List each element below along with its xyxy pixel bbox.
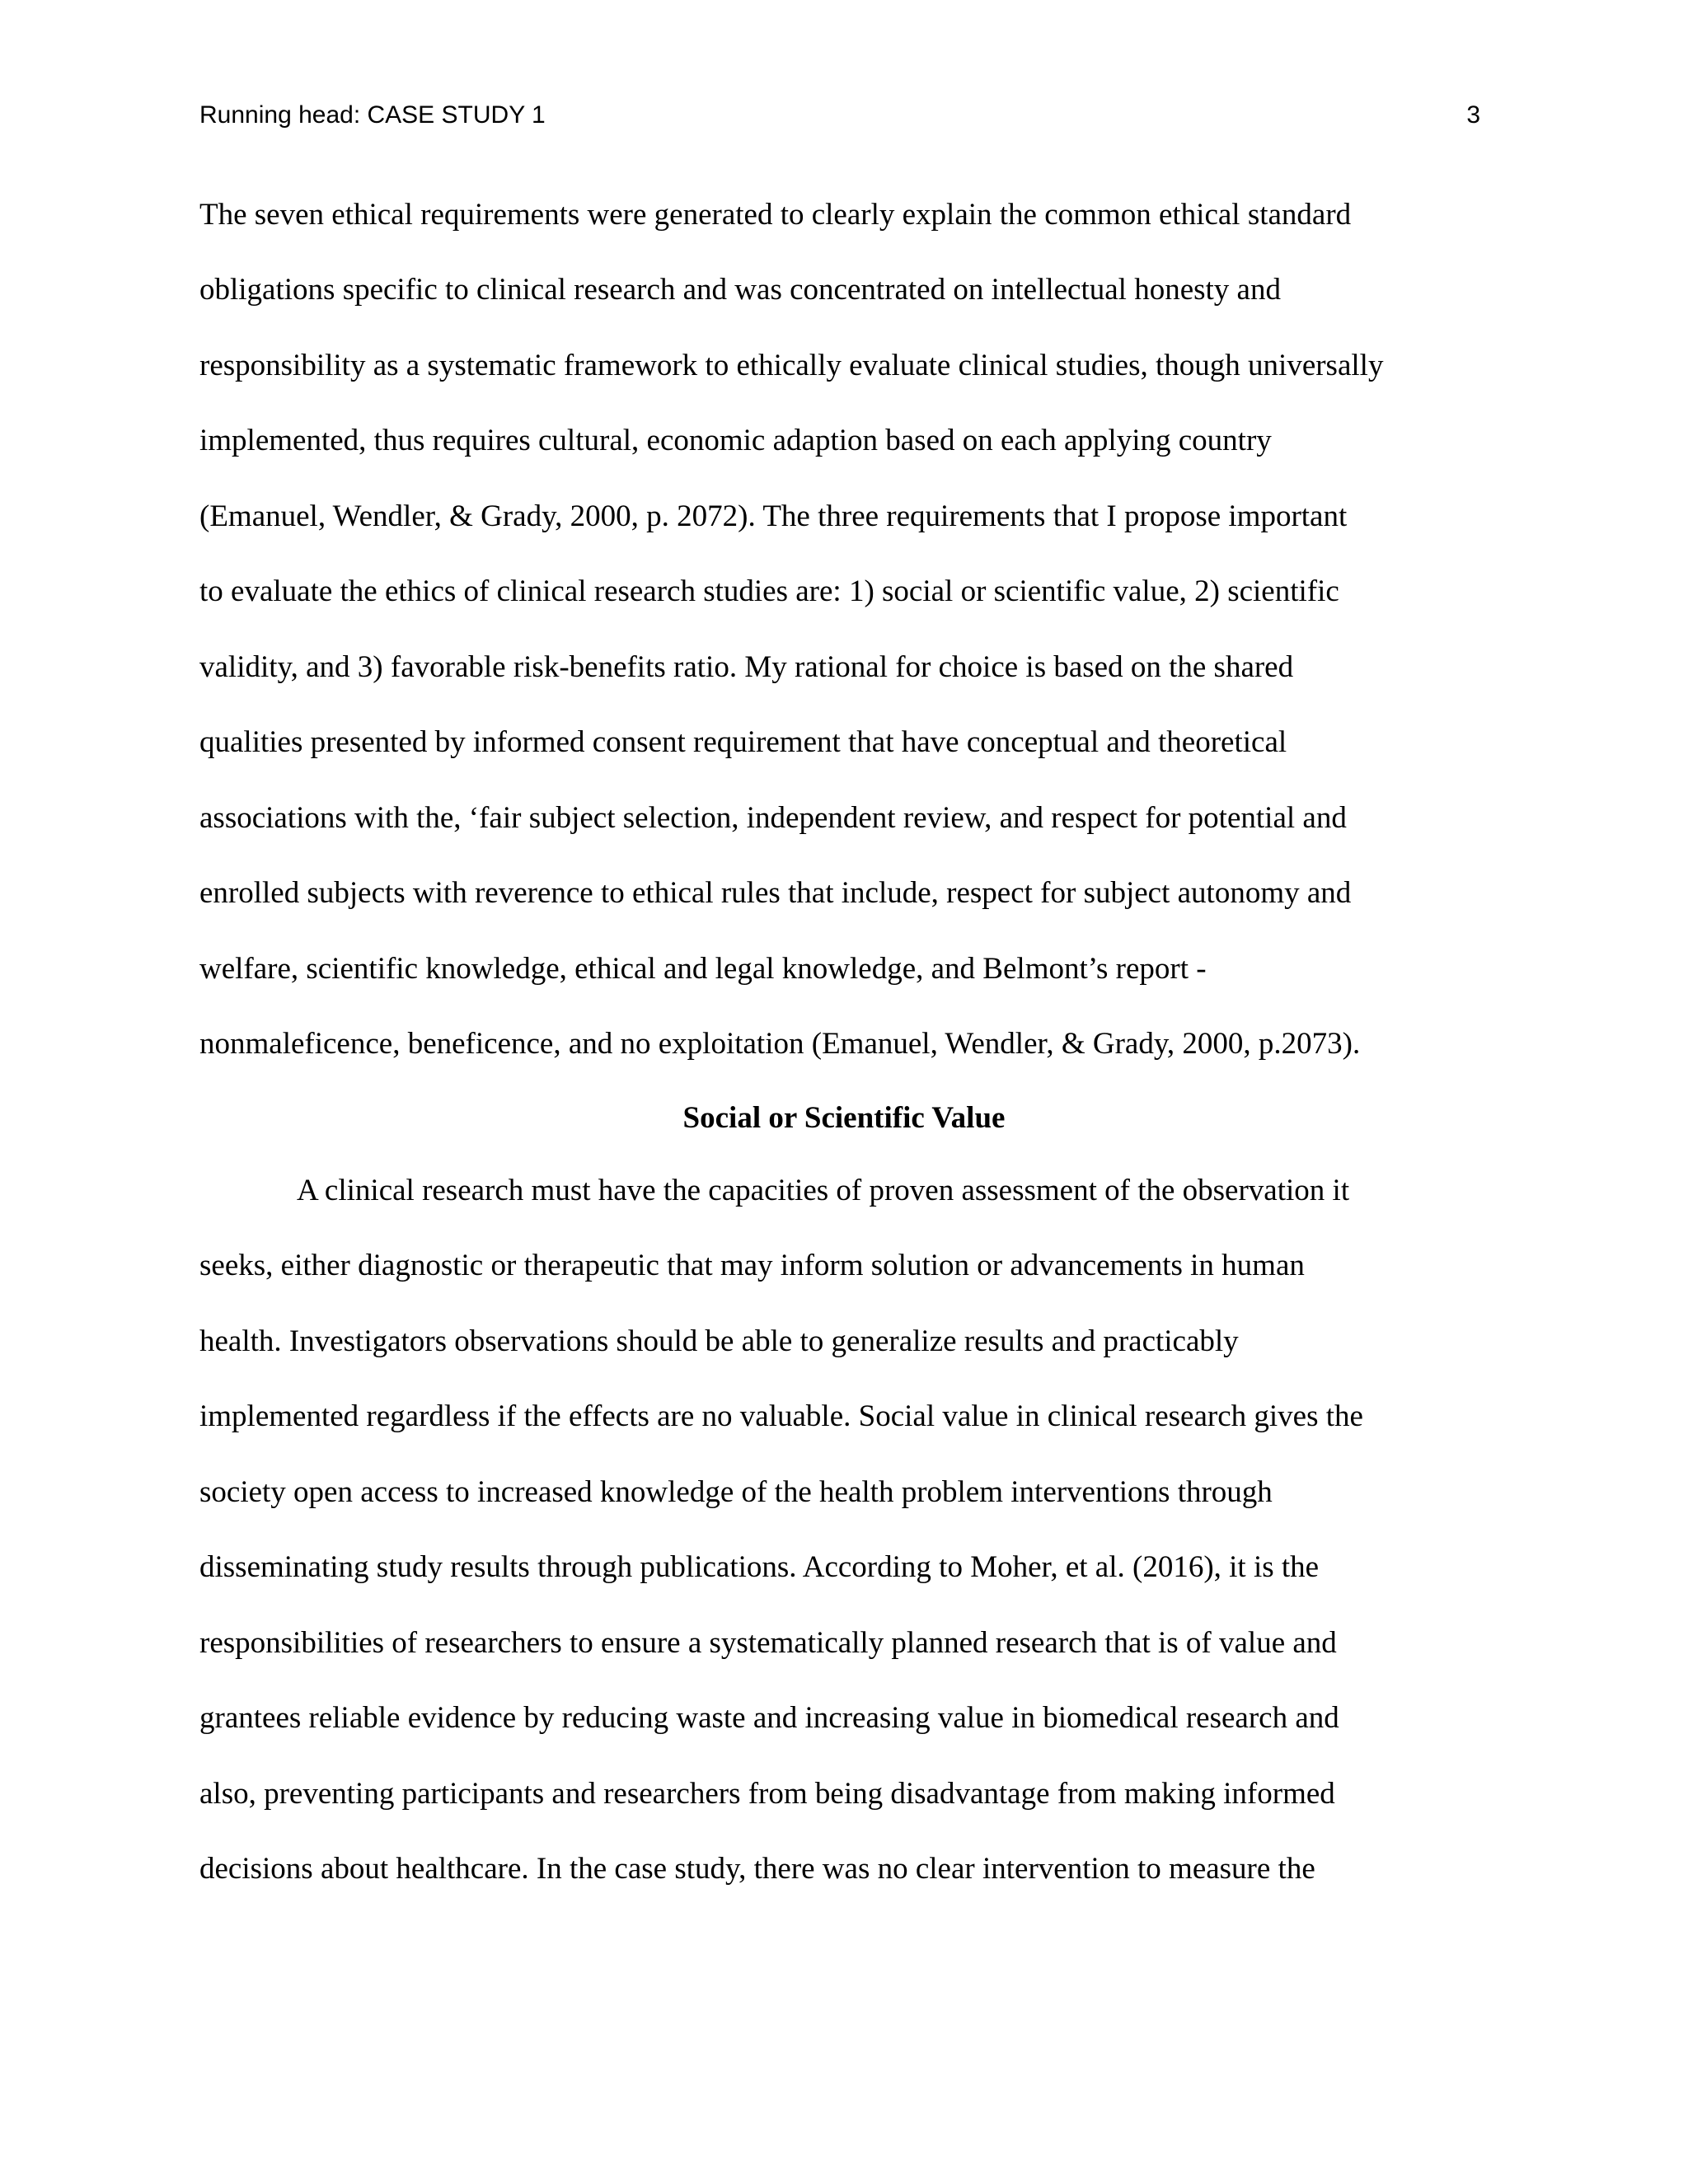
body-text-line: A clinical research must have the capacities of proven assessment of the observation it [297,1174,1350,1207]
body-text-line: obligations specific to clinical research and was concentrated on intellectual honesty and [199,273,1281,307]
body-text-line: society open access to increased knowledge of the health problem interventions through [199,1475,1273,1509]
section-heading: Social or Scientific Value [682,1101,1006,1135]
body-text-line: also, preventing participants and researchers from being disadvantage from making informed [199,1777,1335,1811]
body-text-line: responsibility as a systematic framework to ethically evaluate clinical studies, though universally [199,349,1384,382]
body-text-line: grantees reliable evidence by reducing waste and increasing value in biomedical research and [199,1701,1339,1735]
body-text-line: responsibilities of researchers to ensure a systematically planned research that is of value and [199,1626,1337,1660]
body-text-line: welfare, scientific knowledge, ethical and legal knowledge, and Belmont’s report - [199,952,1207,986]
body-text-line: associations with the, ‘fair subject selection, independent review, and respect for potential and [199,801,1347,835]
body-text-line: to evaluate the ethics of clinical research studies are: 1) social or scientific value, 2) scientific [199,574,1339,608]
body-text-line: implemented regardless if the effects are no valuable. Social value in clinical research gives the [199,1399,1363,1433]
page-number: 3 [1466,101,1480,129]
body-text-line: nonmaleficence, beneficence, and no exploitation (Emanuel, Wendler, & Grady, 2000, p.2073). [199,1027,1361,1061]
body-text-line: enrolled subjects with reverence to ethical rules that include, respect for subject autonomy and [199,876,1352,910]
body-text-line: qualities presented by informed consent requirement that have conceptual and theoretical [199,725,1287,759]
body-text-line: health. Investigators observations should be able to generalize results and practicably [199,1324,1239,1358]
body-text-line: validity, and 3) favorable risk-benefits ratio. My rational for choice is based on the shared [199,650,1294,684]
running-head: Running head: CASE STUDY 1 [199,101,546,129]
body-text-line: decisions about healthcare. In the case study, there was no clear intervention to measure the [199,1852,1315,1886]
body-text-line: seeks, either diagnostic or therapeutic that may inform solution or advancements in human [199,1249,1305,1282]
body-text-line: implemented, thus requires cultural, economic adaption based on each applying country [199,424,1272,457]
body-text-line: The seven ethical requirements were generated to clearly explain the common ethical standard [199,198,1352,232]
body-text-line: disseminating study results through publications. According to Moher, et al. (2016), it is the [199,1550,1320,1584]
body-text-line: (Emanuel, Wendler, & Grady, 2000, p. 2072). The three requirements that I propose important [199,499,1348,533]
